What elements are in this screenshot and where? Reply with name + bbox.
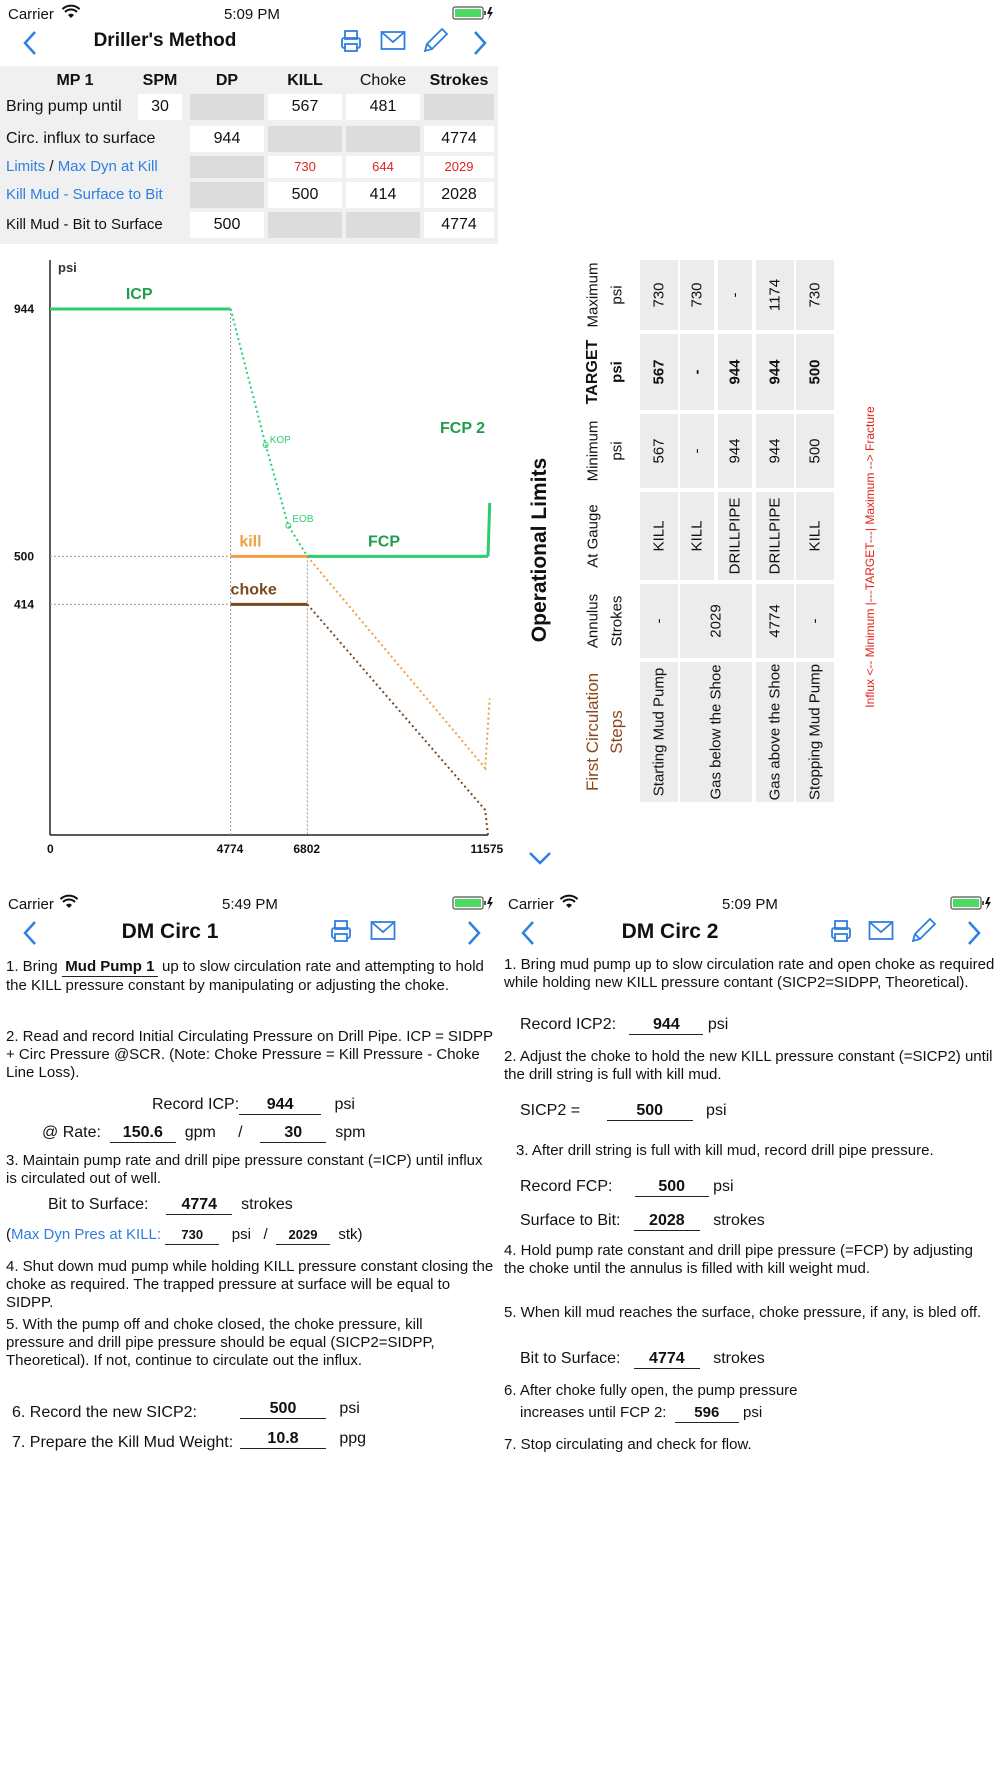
carrier-label: Carrier bbox=[8, 896, 54, 913]
max-dyn-strokes-value: 2029 bbox=[276, 1226, 330, 1245]
limits-legend-note: Influx <-- Minimum |---TARGET---| Maximum --> Fracture bbox=[863, 406, 877, 708]
limits-cell-step: Stopping Mud Pump bbox=[796, 662, 834, 802]
col-header-mp1: MP 1 bbox=[56, 72, 94, 89]
col-header-dp: DP bbox=[215, 72, 239, 89]
limits-header-step-sub: Steps bbox=[607, 710, 626, 754]
limits-cell-max: 730 bbox=[640, 260, 678, 330]
step-1-text: 1. Bring mud pump up to slow circulation rate and open choke as required while holding new KILL pressure contant (SICP2=SIDPP, Theoretical). bbox=[504, 956, 995, 991]
limits-cell-min: - bbox=[680, 414, 714, 488]
mail-icon[interactable] bbox=[380, 30, 406, 52]
paren-open: ( bbox=[6, 1226, 11, 1243]
x-tick-label: 4774 bbox=[216, 842, 244, 856]
psi-unit: psi bbox=[707, 1016, 729, 1033]
mail-icon[interactable] bbox=[868, 920, 894, 942]
limits-cell-gauge: DRILLPIPE bbox=[756, 492, 794, 580]
psi-unit: psi bbox=[231, 1226, 251, 1243]
limits-cell-min: 567 bbox=[640, 414, 678, 488]
y-axis-label: psi bbox=[58, 260, 77, 275]
step-1-prefix: 1. Bring bbox=[6, 958, 62, 975]
eob-label: EOB bbox=[292, 513, 314, 525]
limits-cell-max: 1174 bbox=[756, 260, 794, 330]
status-time: 5:09 PM bbox=[224, 6, 280, 23]
fcp-label: Record FCP: bbox=[520, 1178, 613, 1195]
new-sicp2-value[interactable]: 500 bbox=[240, 1400, 326, 1419]
strokes-unit: strokes bbox=[241, 1196, 293, 1213]
dp-cell bbox=[190, 156, 264, 178]
series-label-icp: ICP bbox=[125, 286, 153, 304]
pump-select[interactable]: Mud Pump 1 bbox=[62, 958, 158, 977]
max-dyn-pres-value: 730 bbox=[165, 1226, 219, 1245]
psi-unit: psi bbox=[334, 1096, 355, 1113]
battery-icon bbox=[950, 895, 992, 911]
row-label-bit-to-surface: Kill Mud - Bit to Surface bbox=[6, 216, 163, 233]
limits-cell-gauge-2: DRILLPIPE bbox=[718, 492, 752, 580]
series-fcp-2 bbox=[488, 503, 490, 556]
limits-row-label[interactable] bbox=[6, 154, 158, 180]
back-chevron-icon[interactable] bbox=[22, 30, 38, 56]
step-1-text bbox=[6, 958, 494, 995]
step-1-suffix: up to slow circulation rate and attempting to hold the KILL pressure constant by manipulating or adjusting the choke. bbox=[6, 958, 484, 994]
step-6-label: 6. Record the new SICP2: bbox=[12, 1404, 197, 1421]
surface-to-bit-value[interactable]: 2028 bbox=[634, 1212, 700, 1231]
max-dyn-pres-link[interactable]: Max Dyn Pres at KILL: bbox=[11, 1226, 162, 1243]
series-label-choke: choke bbox=[230, 581, 277, 599]
surface-to-bit-label: Surface to Bit: bbox=[520, 1212, 621, 1229]
dp-cell: 500 bbox=[190, 212, 264, 238]
limits-cell-max: 730 bbox=[680, 260, 714, 330]
limits-header-target-sub: psi bbox=[608, 361, 626, 383]
col-header-spm: SPM bbox=[142, 72, 178, 89]
limits-cell-gauge: KILL bbox=[796, 492, 834, 580]
bit-to-surface-label: Bit to Surface: bbox=[48, 1196, 149, 1213]
forward-chevron-icon[interactable] bbox=[966, 920, 982, 946]
step-4-text: 4. Hold pump rate constant and drill pipe pressure (=FCP) by adjusting the choke until the annulus is filled with kill weight mud. bbox=[504, 1242, 973, 1277]
spm-unit: spm bbox=[335, 1124, 366, 1141]
spm-input[interactable]: 30 bbox=[138, 94, 182, 120]
limits-header-max: Maximum bbox=[584, 262, 602, 328]
sicp2-value[interactable]: 500 bbox=[607, 1102, 693, 1121]
sicp2-row bbox=[520, 1102, 727, 1121]
fcp2-value[interactable]: 596 bbox=[675, 1404, 739, 1423]
ppg-unit: ppg bbox=[339, 1430, 367, 1447]
pump-schedule-table bbox=[0, 66, 498, 244]
limits-cell-min: 500 bbox=[796, 414, 834, 488]
icp-label: Record ICP: bbox=[152, 1096, 240, 1113]
limits-cell-target: 944 bbox=[756, 334, 794, 410]
limits-cell-step: Gas below the Shoe bbox=[680, 662, 752, 802]
y-tick-label: 414 bbox=[14, 597, 35, 612]
max-dyn-link[interactable]: Max Dyn at Kill bbox=[57, 158, 158, 175]
battery-icon bbox=[452, 895, 494, 911]
icp2-value[interactable]: 944 bbox=[629, 1016, 703, 1035]
bit-to-surface-row bbox=[520, 1350, 765, 1369]
limits-cell-max-2: - bbox=[718, 260, 752, 330]
psi-unit: psi bbox=[339, 1400, 360, 1417]
transition-line-1 bbox=[307, 556, 489, 768]
max-dyn-pressure-row bbox=[6, 1226, 362, 1245]
record-fcp-row bbox=[520, 1178, 734, 1197]
fcp2-label: increases until FCP 2: bbox=[520, 1404, 667, 1421]
limits-link[interactable]: Limits bbox=[6, 158, 46, 175]
screen-dm-circ-1 bbox=[0, 890, 500, 1778]
limits-header-min-sub: psi bbox=[608, 441, 626, 461]
dp-cell bbox=[190, 94, 264, 120]
kill-cell: 500 bbox=[268, 182, 342, 208]
page-title: DM Circ 2 bbox=[621, 920, 719, 943]
strokes-limit-cell: 2029 bbox=[424, 156, 494, 178]
dp-cell bbox=[190, 182, 264, 208]
limits-title: Operational Limits bbox=[528, 457, 551, 643]
forward-chevron-icon[interactable] bbox=[472, 30, 488, 56]
pressure-chart bbox=[0, 250, 504, 865]
surface-to-bit-row bbox=[520, 1212, 765, 1231]
row-label-circ-influx: Circ. influx to surface bbox=[6, 130, 156, 147]
step-7-label: 7. Prepare the Kill Mud Weight: bbox=[12, 1434, 234, 1451]
limits-cell-min-2: 944 bbox=[718, 414, 752, 488]
chevron-down-icon[interactable] bbox=[528, 850, 552, 866]
strokes-cell: 2028 bbox=[424, 182, 494, 208]
choke-limit-cell: 644 bbox=[346, 156, 420, 178]
kill-cell: 567 bbox=[268, 94, 342, 120]
limits-cell-target-2: 944 bbox=[718, 334, 752, 410]
psi-unit: psi bbox=[713, 1178, 734, 1195]
choke-cell bbox=[346, 212, 420, 238]
limits-cell-gauge: KILL bbox=[680, 492, 714, 580]
edit-pencil-icon[interactable] bbox=[908, 916, 938, 946]
fcp-value[interactable]: 500 bbox=[635, 1178, 709, 1197]
bit-to-surface-value[interactable]: 4774 bbox=[634, 1350, 700, 1369]
col-header-choke: Choke bbox=[359, 72, 407, 89]
limits-cell-strokes: 2029 bbox=[680, 584, 752, 658]
page-title: Driller's Method bbox=[93, 30, 237, 51]
choke-cell bbox=[346, 126, 420, 152]
dp-cell: 944 bbox=[190, 126, 264, 152]
wifi-icon bbox=[62, 6, 80, 19]
record-icp2-row bbox=[520, 1016, 728, 1035]
choke-cell: 414 bbox=[346, 182, 420, 208]
gpm-unit: gpm bbox=[184, 1124, 216, 1141]
limits-cell-strokes: - bbox=[640, 584, 678, 658]
step-3-text: 3. Maintain pump rate and drill pipe pressure constant (=ICP) until influx is circulated out of well. bbox=[6, 1152, 483, 1187]
strokes-unit: strokes bbox=[713, 1350, 765, 1367]
step-2-text: 2. Adjust the choke to hold the new KILL pressure constant (=SICP2) until the drill string is full with kill mud. bbox=[504, 1048, 993, 1083]
limits-cell-strokes: 4774 bbox=[756, 584, 794, 658]
step-6-text: 6. After choke fully open, the pump pressure bbox=[504, 1382, 798, 1399]
rate-spm-value[interactable]: 30 bbox=[260, 1124, 326, 1143]
limits-header-gauge-sub bbox=[606, 492, 628, 580]
carrier-label: Carrier bbox=[508, 896, 554, 913]
step-7-row bbox=[240, 1430, 366, 1449]
slash: / bbox=[263, 1226, 268, 1243]
back-chevron-icon[interactable] bbox=[520, 920, 536, 946]
mail-icon[interactable] bbox=[370, 920, 396, 942]
battery-icon bbox=[452, 5, 494, 21]
y-tick-label: 944 bbox=[14, 302, 35, 317]
step-4-text: 4. Shut down mud pump while holding KILL pressure constant closing the choke as required. The trapped pressure at surface will be equal to SIDPP. bbox=[6, 1258, 494, 1311]
limits-cell-gauge: KILL bbox=[640, 492, 678, 580]
limits-header-step: First Circulation bbox=[583, 672, 602, 792]
x-tick-label: 6802 bbox=[293, 842, 321, 856]
limits-cell-target: 500 bbox=[796, 334, 834, 410]
operational-limits-panel bbox=[500, 250, 880, 890]
print-icon[interactable] bbox=[828, 918, 854, 944]
screen-drillers-method bbox=[0, 0, 504, 890]
strokes-cell: 4774 bbox=[424, 212, 494, 238]
col-header-strokes: Strokes bbox=[429, 72, 489, 89]
limits-header-gauge: At Gauge bbox=[584, 504, 602, 568]
series-label-fcp-2: FCP 2 bbox=[440, 419, 486, 437]
kill-cell bbox=[268, 126, 342, 152]
page-title: DM Circ 1 bbox=[121, 920, 219, 943]
kill-mud-weight-value[interactable]: 10.8 bbox=[240, 1430, 326, 1449]
x-tick-label: 11575 bbox=[470, 842, 504, 856]
step-6-row bbox=[240, 1400, 360, 1419]
bit-to-surface-value[interactable]: 4774 bbox=[166, 1196, 232, 1215]
limits-cell-target: 567 bbox=[640, 334, 678, 410]
edit-pencil-icon[interactable] bbox=[420, 26, 450, 56]
kop-label: KOP bbox=[269, 435, 291, 446]
wifi-icon bbox=[560, 896, 578, 909]
step-5-text: 5. With the pump off and choke closed, the choke pressure, kill pressure and drill pipe pressure should be equal (SICP2=SIDPP, Theoretical). If not, continue to circulate out the influx. bbox=[6, 1316, 435, 1369]
limits-cell-strokes: - bbox=[796, 584, 834, 658]
x-tick-label: 0 bbox=[47, 842, 54, 856]
step-2-text: 2. Read and record Initial Circulating Pressure on Drill Pipe. ICP = SIDPP + Circ Pressure @SCR. (Note: Choke Pressure = Kill Pressure - Choke Line Loss). bbox=[6, 1028, 493, 1081]
stk-unit: stk) bbox=[338, 1226, 363, 1243]
sicp2-label: SICP2 = bbox=[520, 1102, 581, 1119]
row-label-bring-pump: Bring pump until bbox=[6, 98, 122, 115]
bit-to-surface-label: Bit to Surface: bbox=[520, 1350, 621, 1367]
print-icon[interactable] bbox=[328, 918, 354, 944]
limits-cell-step: Starting Mud Pump bbox=[640, 662, 678, 802]
rate-row bbox=[42, 1124, 365, 1143]
limits-header-strokes: Annulus bbox=[584, 593, 602, 649]
back-chevron-icon[interactable] bbox=[22, 920, 38, 946]
psi-unit: psi bbox=[742, 1404, 763, 1421]
limits-header-strokes-sub: Strokes bbox=[608, 595, 626, 647]
limits-cell-min: 944 bbox=[756, 414, 794, 488]
y-tick-label: 500 bbox=[14, 549, 35, 564]
icp2-label: Record ICP2: bbox=[520, 1016, 617, 1033]
kill-cell bbox=[268, 212, 342, 238]
status-time: 5:49 PM bbox=[222, 896, 278, 913]
strokes-cell: 4774 bbox=[424, 126, 494, 152]
limits-cell-step: Gas above the Shoe bbox=[756, 662, 794, 802]
rate-slash: / bbox=[238, 1124, 243, 1141]
carrier-label: Carrier bbox=[8, 6, 54, 23]
step-5-text: 5. When kill mud reaches the surface, choke pressure, if any, is bled off. bbox=[504, 1304, 982, 1321]
rate-gpm-value[interactable]: 150.6 bbox=[110, 1124, 176, 1143]
step-7-text: 7. Stop circulating and check for flow. bbox=[504, 1436, 752, 1453]
psi-unit: psi bbox=[706, 1102, 727, 1119]
kill-mud-surface-to-bit-link[interactable]: Kill Mud - Surface to Bit bbox=[6, 186, 163, 203]
icp-value[interactable]: 944 bbox=[239, 1096, 321, 1115]
col-header-kill: KILL bbox=[287, 72, 323, 89]
series-label-fcp: FCP bbox=[367, 533, 400, 551]
limits-cell-target: - bbox=[680, 334, 714, 410]
strokes-unit: strokes bbox=[713, 1212, 765, 1229]
limits-header-max-sub: psi bbox=[608, 285, 626, 305]
limits-separator: / bbox=[49, 158, 54, 175]
step-3-text: 3. After drill string is full with kill mud, record drill pipe pressure. bbox=[516, 1142, 934, 1159]
forward-chevron-icon[interactable] bbox=[466, 920, 482, 946]
screen-dm-circ-2 bbox=[500, 890, 1000, 1778]
rate-label: @ Rate: bbox=[42, 1124, 101, 1141]
print-icon[interactable] bbox=[338, 28, 364, 54]
strokes-cell bbox=[424, 94, 494, 120]
transition-line-2 bbox=[307, 604, 488, 835]
limits-header-target: TARGET bbox=[584, 339, 601, 405]
kill-limit-cell: 730 bbox=[268, 156, 342, 178]
series-label-kill: kill bbox=[239, 533, 262, 551]
status-time: 5:09 PM bbox=[722, 896, 778, 913]
bit-to-surface-row bbox=[48, 1196, 293, 1215]
limits-cell-max: 730 bbox=[796, 260, 834, 330]
fcp2-row bbox=[520, 1404, 762, 1423]
record-icp-row bbox=[152, 1096, 355, 1115]
wifi-icon bbox=[60, 896, 78, 909]
limits-header-min: Minimum bbox=[584, 420, 602, 482]
choke-cell: 481 bbox=[346, 94, 420, 120]
